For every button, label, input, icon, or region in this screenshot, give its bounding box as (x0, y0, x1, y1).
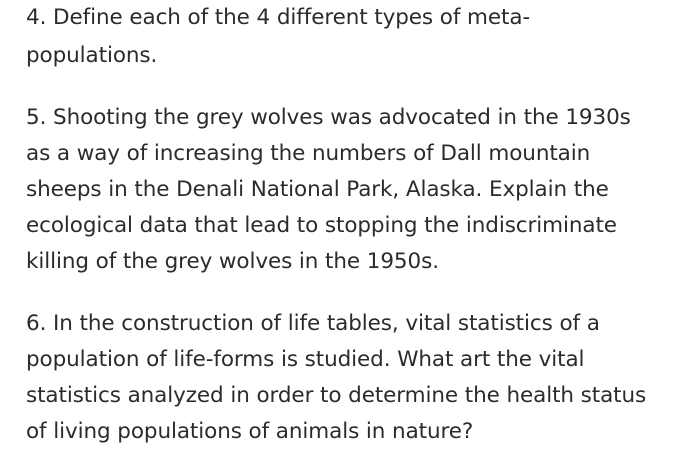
question-5-line-4: ecological data that lead to stopping the indiscriminate (26, 213, 617, 238)
question-6-line-4: of living populations of animals in nature? (26, 419, 474, 444)
question-5-line-3: sheeps in the Denali National Park, Alaska. Explain the (26, 177, 609, 202)
question-5-line-5: killing of the grey wolves in the 1950s. (26, 249, 439, 274)
question-5-line-1: 5. Shooting the grey wolves was advocated in the 1930s (26, 105, 631, 130)
question-4-line-1: 4. Define each of the 4 different types of meta- (26, 5, 531, 30)
question-4-line-2: populations. (26, 43, 158, 68)
question-6-line-1: 6. In the construction of life tables, vital statistics of a (26, 311, 600, 336)
question-6-line-3: statistics analyzed in order to determine the health status (26, 383, 647, 408)
question-6-line-2: population of life-forms is studied. What art the vital (26, 347, 585, 372)
question-5-line-2: as a way of increasing the numbers of Dall mountain (26, 141, 591, 166)
